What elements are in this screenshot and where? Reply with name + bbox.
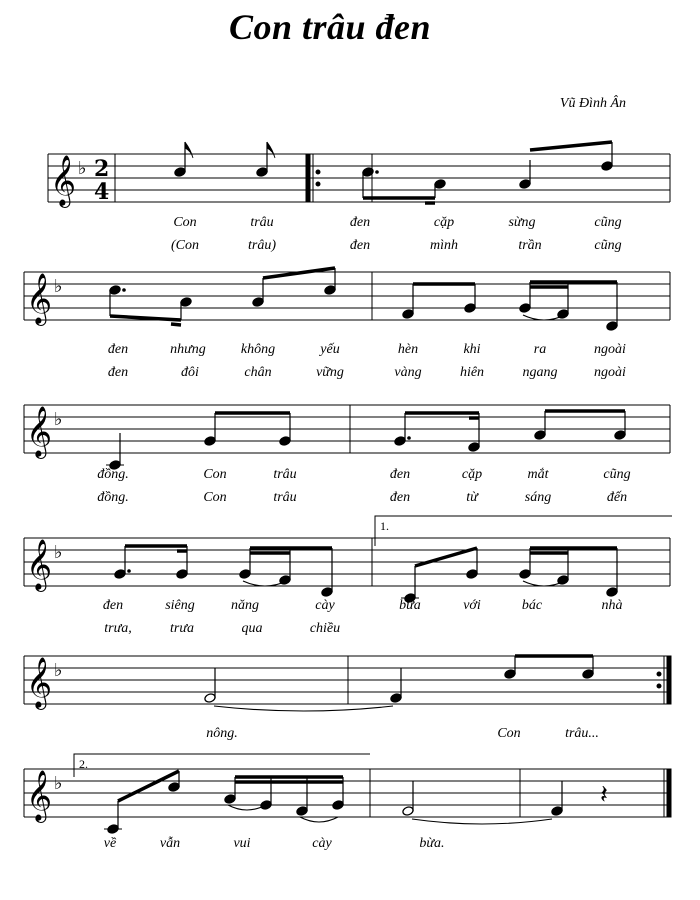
quarter-rest-icon: 𝄽: [600, 780, 608, 810]
notehead: [168, 782, 180, 793]
notehead: [402, 309, 414, 320]
lyric-syllable: từ: [466, 490, 478, 505]
notehead: [534, 430, 546, 441]
lyric-syllable: ra: [533, 342, 547, 357]
notehead: [582, 669, 594, 680]
second-ending-label: 2.: [79, 757, 88, 771]
lyric-syllable: mình: [430, 238, 458, 253]
repeat-dot: [657, 672, 661, 676]
notehead: [332, 800, 344, 811]
notehead: [174, 167, 186, 178]
notehead: [606, 321, 618, 332]
treble-clef-icon: 𝄞: [26, 273, 53, 324]
notehead: [519, 569, 531, 580]
repeat-end-thick-bar: [667, 656, 671, 704]
flat-key-signature-icon: ♭: [54, 409, 63, 430]
notehead: [390, 693, 402, 704]
notehead: [434, 179, 446, 190]
notehead: [466, 569, 478, 580]
lyric-syllable: đồng.: [97, 490, 129, 505]
lyric-syllable: qua: [241, 621, 263, 636]
first-ending-bracket: [375, 516, 672, 546]
lyric-syllable: trần: [518, 238, 542, 253]
time-signature-bottom: 4: [94, 179, 110, 205]
lyric-syllable: cũng: [594, 238, 622, 253]
augmentation-dot: [127, 569, 131, 573]
eighth-flag: [267, 142, 275, 158]
notehead: [551, 806, 563, 817]
repeat-dot: [657, 684, 661, 688]
flat-key-signature-icon: ♭: [54, 276, 63, 297]
flat-key-signature-icon: ♭: [54, 773, 63, 794]
lyric-syllable: cặp: [433, 215, 455, 230]
lyric-syllable: trâu: [250, 215, 274, 230]
lyric-syllable: ngoài: [594, 365, 626, 380]
lyric-syllable: vàng: [394, 365, 422, 380]
lyric-syllable: trưa,: [104, 621, 132, 636]
slur-tie: [300, 817, 338, 822]
notehead: [504, 669, 516, 680]
flat-key-signature-icon: ♭: [54, 542, 63, 563]
lyric-syllable: Con: [203, 467, 227, 482]
notehead: [468, 442, 480, 453]
time-signature-top: 2: [94, 156, 110, 182]
lyric-syllable: bừa: [399, 598, 421, 613]
lyric-syllable: mắt: [527, 467, 549, 482]
notehead: [204, 693, 216, 704]
second-ending-bracket: [74, 754, 370, 777]
notehead: [224, 794, 236, 805]
flat-key-signature-icon: ♭: [78, 158, 87, 179]
lyric-syllable: đen: [389, 490, 411, 505]
slur-tie: [214, 706, 393, 711]
lyric-syllable: khi: [463, 342, 481, 357]
lyric-syllable: sừng: [508, 215, 536, 230]
lyric-syllable: đen: [349, 215, 371, 230]
repeat-dot: [316, 182, 320, 186]
notehead: [321, 587, 333, 598]
beam: [415, 548, 477, 566]
lyric-syllable: siêng: [165, 598, 195, 613]
notehead: [614, 430, 626, 441]
first-ending-label: 1.: [380, 519, 389, 533]
lyric-syllable: chân: [244, 365, 272, 380]
notehead: [519, 303, 531, 314]
lyric-syllable: không: [240, 342, 276, 357]
lyric-syllable: đen: [107, 365, 129, 380]
song-title: Con trâu đen: [228, 7, 432, 47]
lyric-syllable: đen: [389, 467, 411, 482]
notehead: [176, 569, 188, 580]
notehead: [239, 569, 251, 580]
notehead: [394, 436, 406, 447]
lyric-syllable: hiên: [459, 365, 485, 380]
augmentation-dot: [122, 288, 126, 292]
lyric-syllable: yếu: [320, 342, 340, 357]
lyric-syllable: trâu: [273, 467, 297, 482]
beam: [110, 316, 181, 320]
lyric-syllable: trâu): [248, 238, 276, 253]
treble-clef-icon: 𝄞: [50, 155, 77, 206]
notehead: [606, 587, 618, 598]
lyric-syllable: đồng.: [97, 467, 129, 482]
lyric-syllable: Con: [497, 726, 521, 741]
lyric-syllable: bừa.: [419, 836, 445, 851]
lyric-syllable: vững: [316, 365, 344, 380]
composer-name: Vũ Đình Ân: [559, 96, 626, 111]
lyric-syllable: với: [463, 598, 481, 613]
notehead: [204, 436, 216, 447]
slur-tie: [412, 819, 552, 824]
lyric-syllable: vẫn: [159, 836, 181, 851]
notehead: [601, 161, 613, 172]
lyric-syllable: nhà: [601, 598, 623, 613]
lyric-syllable: bác: [521, 598, 543, 613]
augmentation-dot: [375, 170, 379, 174]
lyric-syllable: cũng: [603, 467, 631, 482]
beam: [171, 324, 181, 325]
lyric-syllable: hèn: [397, 342, 419, 357]
lyric-syllable: nhưng: [170, 342, 206, 357]
lyric-syllable: Con: [173, 215, 197, 230]
lyric-syllable: chiều: [309, 621, 341, 636]
treble-clef-icon: 𝄞: [26, 770, 53, 821]
lyric-syllable: sáng: [524, 490, 552, 505]
final-thick-bar: [667, 769, 671, 817]
eighth-flag: [185, 142, 193, 158]
lyric-syllable: về: [103, 836, 117, 851]
repeat-start-thick-bar: [306, 154, 310, 202]
notehead: [252, 297, 264, 308]
lyric-syllable: cày: [312, 836, 332, 851]
notehead: [464, 303, 476, 314]
notehead: [402, 806, 414, 817]
lyric-syllable: đến: [606, 490, 628, 505]
beam: [530, 142, 612, 150]
notehead: [279, 436, 291, 447]
lyric-syllable: ngoài: [594, 342, 626, 357]
lyric-syllable: đen: [349, 238, 371, 253]
lyric-syllable: ngang: [522, 365, 558, 380]
lyric-syllable: cày: [315, 598, 335, 613]
notehead: [256, 167, 268, 178]
augmentation-dot: [407, 436, 411, 440]
treble-clef-icon: 𝄞: [26, 406, 53, 457]
treble-clef-icon: 𝄞: [26, 657, 53, 708]
lyric-syllable: đôi: [181, 365, 199, 380]
notehead: [519, 179, 531, 190]
lyric-syllable: đen: [107, 342, 129, 357]
lyric-syllable: cặp: [461, 467, 483, 482]
beam: [263, 268, 335, 278]
lyric-syllable: năng: [231, 598, 259, 613]
notehead: [114, 569, 126, 580]
lyric-syllable: (Con: [171, 238, 199, 253]
lyric-syllable: nông.: [206, 726, 238, 741]
flat-key-signature-icon: ♭: [54, 660, 63, 681]
lyric-syllable: trâu: [273, 490, 297, 505]
notehead: [296, 806, 308, 817]
lyric-syllable: trâu...: [565, 726, 599, 741]
lyric-syllable: trưa: [170, 621, 194, 636]
lyric-syllable: cũng: [594, 215, 622, 230]
notehead: [109, 285, 121, 296]
lyric-syllable: đen: [102, 598, 124, 613]
repeat-dot: [316, 170, 320, 174]
notehead: [180, 297, 192, 308]
lyric-syllable: vui: [233, 836, 251, 851]
lyric-syllable: Con: [203, 490, 227, 505]
treble-clef-icon: 𝄞: [26, 539, 53, 590]
notehead: [324, 285, 336, 296]
